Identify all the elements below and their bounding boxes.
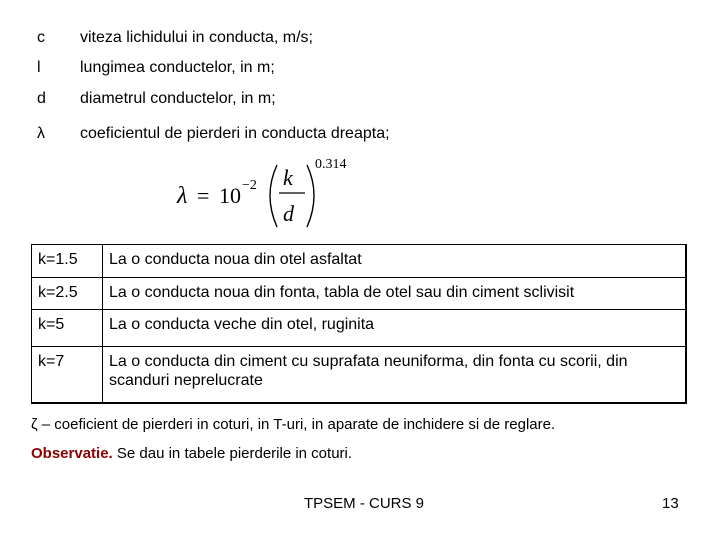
definition-text: viteza lichidului in conducta, m/s; xyxy=(80,29,313,46)
lambda-formula xyxy=(175,153,365,233)
definition-row xyxy=(0,90,720,114)
right-parenthesis xyxy=(307,165,314,227)
observation-label: Observatie. xyxy=(31,445,113,462)
table-row xyxy=(32,347,687,404)
definition-text: diametrul conductelor, in m; xyxy=(80,90,276,107)
definition-row xyxy=(0,59,720,83)
definition-text: coeficientul de pierderi in conducta dreapta; xyxy=(80,125,390,142)
roughness-table xyxy=(31,244,687,404)
k-description-cell: La o conducta noua din otel asfaltat xyxy=(103,245,687,278)
k-value-cell: k=2.5 xyxy=(32,278,103,310)
k-description-cell: La o conducta noua din fonta, tabla de otel sau din ciment sclivisit xyxy=(103,278,687,310)
formula-outer-exponent: 0.314 xyxy=(315,157,347,172)
table-row xyxy=(32,278,687,310)
formula-numerator: k xyxy=(283,165,293,190)
formula-equals: = xyxy=(197,183,210,208)
observation-text: Se dau in tabele pierderile in coturi. xyxy=(112,445,353,462)
formula-denominator: d xyxy=(283,201,294,226)
definition-symbol: d xyxy=(37,90,46,107)
k-value-cell: k=7 xyxy=(32,347,103,404)
observation-note xyxy=(31,445,352,462)
k-value-cell: k=1.5 xyxy=(32,245,103,278)
table-row xyxy=(32,310,687,347)
definition-symbol: λ xyxy=(37,125,45,142)
formula-lhs: λ xyxy=(177,183,188,209)
formula-base: 10 xyxy=(219,183,241,208)
footer-course-title: TPSEM - CURS 9 xyxy=(304,495,425,512)
definition-symbol: l xyxy=(37,59,41,76)
left-parenthesis xyxy=(270,165,277,227)
definition-row xyxy=(0,125,720,149)
k-description-cell: La o conducta din ciment cu suprafata neuniforma, din fonta cu scorii, din scanduri neprelucrate xyxy=(103,347,687,404)
k-value-cell: k=5 xyxy=(32,310,103,347)
definition-symbol: c xyxy=(37,29,45,46)
table-row xyxy=(32,245,687,278)
definition-text: lungimea conductelor, in m; xyxy=(80,59,275,76)
k-description-cell: La o conducta veche din otel, ruginita xyxy=(103,310,687,347)
definition-row xyxy=(0,29,720,53)
zeta-note: ζ – coeficient de pierderi in coturi, in T-uri, in aparate de inchidere si de reglare. xyxy=(31,416,556,433)
page-number: 13 xyxy=(662,495,679,512)
formula-base-exponent: −2 xyxy=(242,178,257,193)
